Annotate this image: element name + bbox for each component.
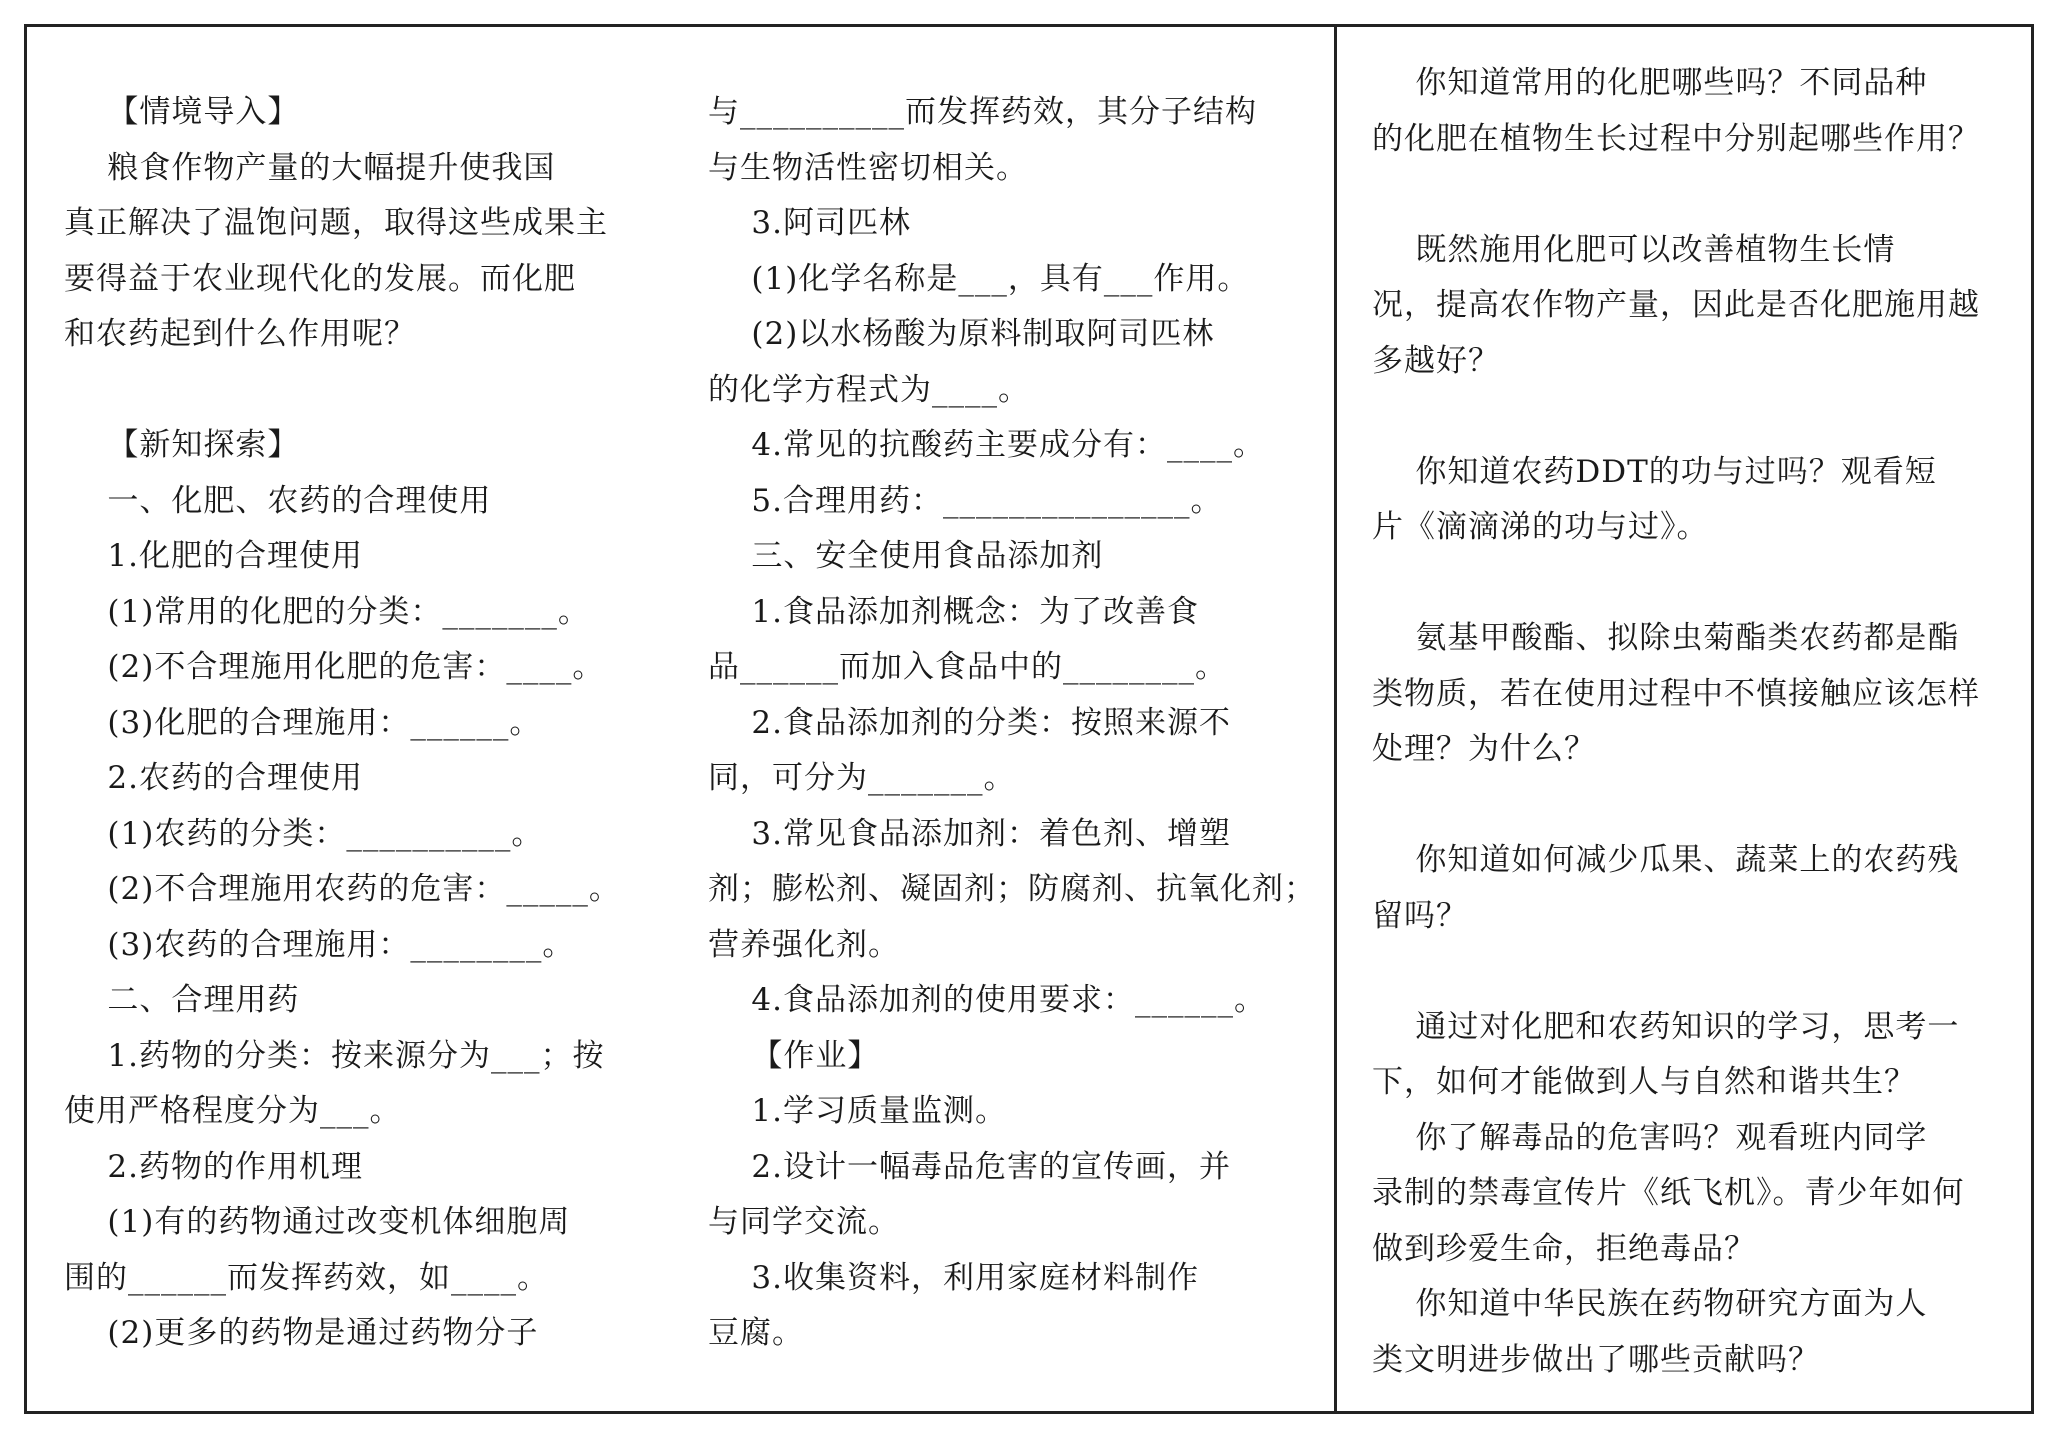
text-line: 3.阿司匹林 <box>708 205 911 241</box>
question-block <box>1372 611 2002 778</box>
blank-line <box>1372 944 2002 1000</box>
text-line: 二、合理用药 <box>64 982 300 1018</box>
question-line: 你知道如何减少瓜果、蔬菜上的农药残 <box>1372 842 1960 878</box>
text-line: (1)常用的化肥的分类：_______。 <box>64 593 590 630</box>
text-line: 营养强化剂。 <box>708 926 900 963</box>
text-line: 4.常见的抗酸药主要成分有：____。 <box>708 427 1265 463</box>
text-line: 1.药物的分类：按来源分为___；按 <box>64 1037 605 1074</box>
text-line: 1.学习质量监测。 <box>708 1093 1007 1129</box>
question-block <box>1372 833 2002 944</box>
question-line: 既然施用化肥可以改善植物生长情 <box>1372 231 1896 268</box>
question-block <box>1372 56 2002 167</box>
text-line: 真正解决了温饱问题，取得这些成果主 <box>64 205 608 241</box>
text-line: 2.药物的作用机理 <box>64 1148 363 1185</box>
text-line: 三、安全使用食品添加剂 <box>708 538 1104 574</box>
text-line: 和农药起到什么作用呢？ <box>64 316 416 352</box>
blank-line <box>1372 167 2002 223</box>
text-line: 的化学方程式为____。 <box>708 371 1030 408</box>
text-line: (2)以水杨酸为原料制取阿司匹林 <box>708 316 1215 352</box>
question-block <box>1372 1000 2002 1389</box>
question-line: 的化肥在植物生长过程中分别起哪些作用？ <box>1372 120 1980 157</box>
question-line: 处理？为什么？ <box>1372 731 1596 767</box>
text-line: 同，可分为_______。 <box>708 760 1016 796</box>
text-line: 3.收集资料，利用家庭材料制作 <box>708 1259 1199 1296</box>
text-line: (2)不合理施用化肥的危害：____。 <box>64 649 605 685</box>
question-line: 你知道中华民族在药物研究方面为人 <box>1372 1286 1928 1322</box>
question-line: 况，提高农作物产量，因此是否化肥施用越 <box>1372 287 1980 323</box>
text-line: (3)农药的合理施用：________。 <box>64 926 575 963</box>
blank-line <box>1372 389 2002 445</box>
blank-line <box>64 363 664 419</box>
text-line: (1)有的药物通过改变机体细胞周 <box>64 1204 571 1240</box>
text-line: (2)更多的药物是通过药物分子 <box>64 1315 539 1351</box>
question-block <box>1372 223 2002 390</box>
text-line: 1.化肥的合理使用 <box>64 538 363 574</box>
text-line: 与同学交流。 <box>708 1204 900 1240</box>
text-line: (1)农药的分类：__________。 <box>64 815 544 852</box>
text-line: 品______而加入食品中的________。 <box>708 649 1227 685</box>
text-line: 与__________而发挥药效，其分子结构 <box>708 94 1257 130</box>
question-line: 氨基甲酸酯、拟除虫菊酯类农药都是酯 <box>1372 620 1960 656</box>
question-line: 片《滴滴涕的功与过》。 <box>1372 509 1709 545</box>
text-line: 【作业】 <box>708 1037 880 1074</box>
text-line: 2.设计一幅毒品危害的宣传画，并 <box>708 1148 1231 1185</box>
blank-line <box>1372 778 2002 834</box>
text-line: 1.食品添加剂概念：为了改善食 <box>708 593 1199 630</box>
question-line: 通过对化肥和农药知识的学习，思考一 <box>1372 1008 1960 1045</box>
question-line: 类文明进步做出了哪些贡献吗？ <box>1372 1341 1820 1378</box>
blank-line <box>1372 556 2002 612</box>
question-line: 录制的禁毒宣传片《纸飞机》。青少年如何 <box>1372 1175 1965 1211</box>
text-line: 5.合理用药：_______________。 <box>708 482 1223 519</box>
text-line: 一、化肥、农药的合理使用 <box>64 482 492 519</box>
text-line: 2.食品添加剂的分类：按照来源不 <box>708 704 1231 741</box>
text-line: 豆腐。 <box>708 1315 804 1351</box>
question-line: 多越好？ <box>1372 342 1500 379</box>
text-line: (3)化肥的合理施用：______。 <box>64 704 542 741</box>
question-block <box>1372 445 2002 556</box>
text-line: 使用严格程度分为___。 <box>64 1093 402 1129</box>
question-line: 你知道常用的化肥哪些吗？不同品种 <box>1372 65 1928 101</box>
text-line: (2)不合理施用农药的危害：_____。 <box>64 871 621 907</box>
question-line: 做到珍爱生命，拒绝毒品？ <box>1372 1230 1756 1267</box>
question-line: 类物质，若在使用过程中不慎接触应该怎样 <box>1372 675 1980 712</box>
lesson-plan-left-column <box>64 85 664 1362</box>
text-line: 3.常见食品添加剂：着色剂、增塑 <box>708 815 1231 852</box>
teaching-questions-column <box>1372 56 2002 1388</box>
text-line: 4.食品添加剂的使用要求：______。 <box>708 982 1266 1018</box>
text-line: 与生物活性密切相关。 <box>708 149 1028 186</box>
text-line: 【新知探索】 <box>64 427 300 463</box>
question-line: 留吗？ <box>1372 897 1468 934</box>
lesson-plan-middle-column <box>708 85 1316 1362</box>
question-line: 你知道农药DDT的功与过吗？观看短 <box>1372 453 1937 490</box>
text-line: 2.农药的合理使用 <box>64 760 363 796</box>
text-line: 【情境导入】 <box>64 94 300 130</box>
question-line: 你了解毒品的危害吗？观看班内同学 <box>1372 1119 1928 1156</box>
text-line: 剂；膨松剂、凝固剂；防腐剂、抗氧化剂； <box>708 871 1316 907</box>
question-line: 下，如何才能做到人与自然和谐共生？ <box>1372 1064 1916 1100</box>
column-divider <box>1334 24 1337 1414</box>
text-line: 围的______而发挥药效，如____。 <box>64 1259 549 1296</box>
text-line: 粮食作物产量的大幅提升使我国 <box>64 149 556 186</box>
text-line: (1)化学名称是___，具有___作用。 <box>708 260 1250 297</box>
text-line: 要得益于农业现代化的发展。而化肥 <box>64 260 576 297</box>
